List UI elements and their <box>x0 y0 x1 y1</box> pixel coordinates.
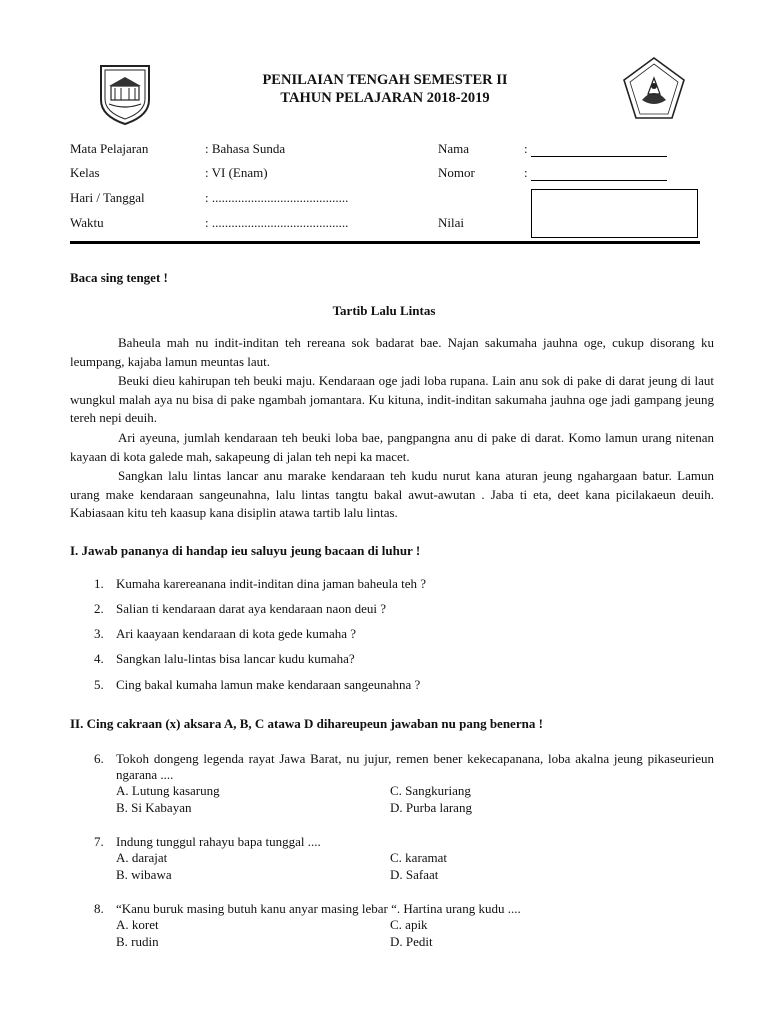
q6-option-c[interactable]: C. Sangkuriang <box>390 783 471 798</box>
nomor-field[interactable]: : <box>524 165 667 181</box>
header-divider <box>70 241 700 244</box>
waktu-label: Waktu <box>70 215 104 230</box>
q8-option-d[interactable]: D. Pedit <box>390 934 433 949</box>
nama-label: Nama <box>438 141 470 156</box>
paragraph-2: Beuki dieu kahirupan teh beuki maju. Kendaraan oge jadi loba rupana. Lain anu sok di pake di darat jeung di laut wungkul malah aya nu bisa di pake ngambah jomantara. Ku kituna, indit-inditan sakumaha jauhna oge jadi gampang jeung tereh nepi deuih. <box>70 373 714 426</box>
mapel-label: Mata Pelajaran <box>70 141 149 156</box>
waktu-field[interactable]: : .......................................... <box>205 215 349 230</box>
kelas-value: : VI (Enam) <box>205 165 268 180</box>
q7-option-b[interactable]: B. wibawa <box>116 867 172 882</box>
paragraph-3: Ari ayeuna, jumlah kendaraan teh beuki loba bae, pangpangna anu di pake di darat. Komo lamun urang nitenan kayaan di kota galede mah, sakapeung di jalan teh nepi ka macet. <box>70 430 714 464</box>
tut-wuri-handayani-logo <box>622 56 686 126</box>
nilai-box[interactable] <box>531 189 698 238</box>
regency-emblem-logo <box>95 62 155 126</box>
q8-option-b[interactable]: B. rudin <box>116 934 159 949</box>
section-1-heading: I. Jawab pananya di handap ieu saluyu jeung bacaan di luhur ! <box>70 543 421 558</box>
section-2-heading: II. Cing cakraan (x) aksara A, B, C atawa D dihareupeun jawaban nu pang benerna ! <box>70 716 543 731</box>
q8-option-a[interactable]: A. koret <box>116 917 159 932</box>
q7-option-a[interactable]: A. darajat <box>116 850 168 865</box>
exam-title: PENILAIAN TENGAH SEMESTER II <box>262 72 508 88</box>
q7-option-d[interactable]: D. Safaat <box>390 867 439 882</box>
q6-option-d[interactable]: D. Purba larang <box>390 800 472 815</box>
reading-title: Tartib Lalu Lintas <box>332 303 436 318</box>
nilai-label: Nilai <box>438 215 464 230</box>
hari-field[interactable]: : .......................................... <box>205 190 349 205</box>
kelas-label: Kelas <box>70 165 100 180</box>
hari-label: Hari / Tanggal <box>70 190 145 205</box>
nomor-label: Nomor <box>438 165 475 180</box>
paragraph-4: Sangkan lalu lintas lancar anu marake kendaraan teh kudu nurut kana aturan jeung ngahargaan batur. Lamun urang make kendaraan sangeunahna, lalu lintas tangtu bakal awut-awutan . Jaba ti eta, deet kana picilakaeun deuih. Kabiasaan kitu teh kaasup kana disiplin atawa tartib lalu lintas. <box>70 468 714 521</box>
mapel-value: : Bahasa Sunda <box>205 141 286 156</box>
academic-year: TAHUN PELAJARAN 2018-2019 <box>280 90 490 106</box>
paragraph-1: Baheula mah nu indit-inditan teh rereana sok badarat bae. Najan sakumaha jauhna oge, cukup disorang ku leumpang, kajaba lamun meuntas laut. <box>70 335 714 369</box>
q6-option-b[interactable]: B. Si Kabayan <box>116 800 192 815</box>
q8-option-c[interactable]: C. apik <box>390 917 428 932</box>
nama-field[interactable]: : <box>524 141 667 157</box>
q6-option-a[interactable]: A. Lutung kasarung <box>116 783 220 798</box>
reading-instruction: Baca sing tenget ! <box>70 270 168 285</box>
q7-option-c[interactable]: C. karamat <box>390 850 448 865</box>
